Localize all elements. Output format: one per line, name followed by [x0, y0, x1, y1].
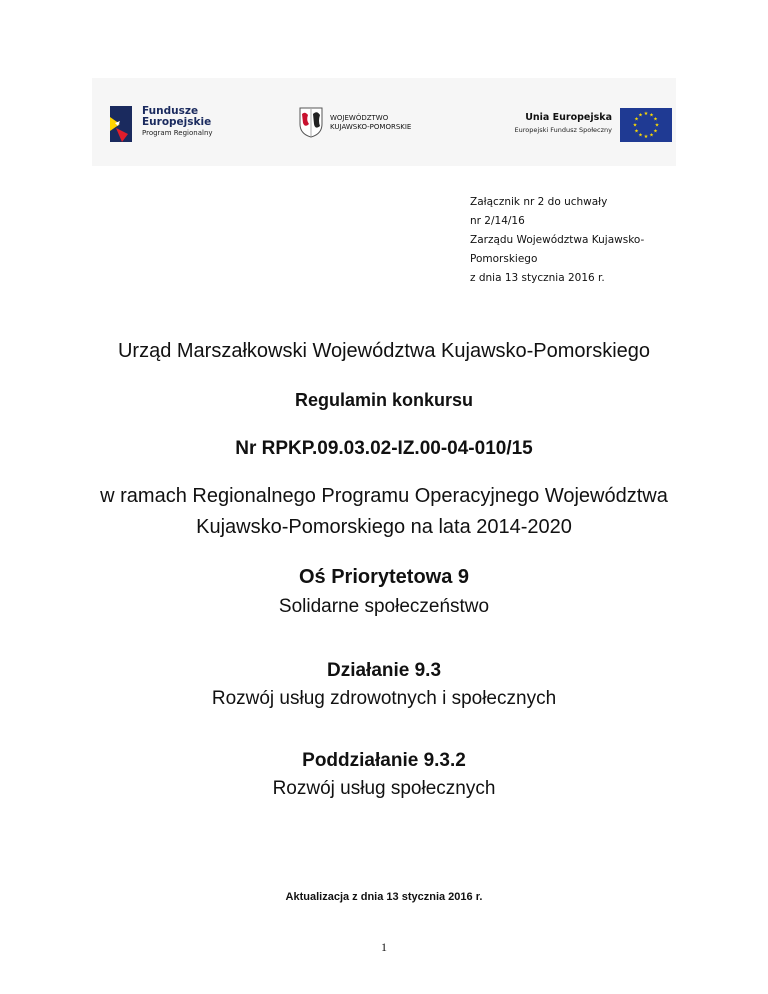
page-number: 1	[381, 940, 387, 954]
svg-text:★: ★	[653, 116, 658, 123]
wojewodztwo-line2: KUJAWSKO-POMORSKIE	[330, 123, 412, 132]
wojewodztwo-logo	[298, 106, 448, 142]
competition-number: Nr RPKP.09.03.02-IZ.00-04-010/15	[235, 438, 533, 459]
fundusze-line2: Europejskie	[142, 116, 212, 129]
annex-line: Pomorskiego	[470, 253, 538, 265]
svg-text:★: ★	[632, 122, 638, 129]
framework-text	[0, 481, 768, 543]
regulation-title: Regulamin konkursu	[294, 390, 474, 410]
annex-line: Zarządu Województwa Kujawsko-	[470, 234, 645, 246]
svg-text:★: ★	[643, 134, 649, 140]
framework-line2: Kujawsko-Pomorskiego na lata 2014-2020	[196, 516, 572, 538]
svg-text:★: ★	[634, 116, 639, 123]
svg-text:★: ★	[643, 111, 649, 117]
fundusze-sub: Program Regionalny	[142, 129, 213, 138]
coat-of-arms-icon	[298, 106, 324, 138]
ue-title: Unia Europejska	[525, 112, 612, 123]
subaction-subtitle: Rozwój usług społecznych	[272, 778, 496, 799]
fundusze-europejskie-logo	[106, 104, 236, 144]
office-title: Urząd Marszałkowski Województwa Kujawsko-Pomorskiego	[117, 340, 651, 362]
ue-sub: Europejski Fundusz Społeczny	[514, 126, 612, 134]
annex-block	[470, 193, 690, 288]
svg-text:★: ★	[638, 132, 643, 139]
axis-heading: Oś Priorytetowa 9	[298, 566, 470, 588]
unia-europejska-logo	[484, 108, 664, 144]
wojewodztwo-line1: WOJEWÓDZTWO	[330, 114, 389, 122]
annex-line: Załącznik nr 2 do uchwały	[470, 196, 608, 208]
svg-text:★: ★	[654, 122, 660, 129]
logo-bar	[92, 78, 676, 166]
eu-flag-icon	[620, 108, 672, 142]
annex-line: nr 2/14/16	[470, 215, 525, 227]
svg-text:★: ★	[653, 128, 658, 135]
fundusze-line1: Fundusze	[142, 105, 199, 117]
annex-line: z dnia 13 stycznia 2016 r.	[470, 272, 605, 284]
subaction-heading: Poddziałanie 9.3.2	[302, 750, 466, 771]
action-subtitle: Rozwój usług zdrowotnych i społecznych	[211, 688, 557, 709]
svg-text:★: ★	[638, 112, 643, 119]
update-note: Aktualizacja z dnia 13 stycznia 2016 r.	[285, 891, 483, 903]
svg-text:★: ★	[634, 128, 639, 135]
axis-subtitle: Solidarne społeczeństwo	[278, 596, 490, 617]
svg-text:★: ★	[649, 112, 654, 119]
fundusze-europejskie-icon	[106, 104, 138, 144]
framework-line1: w ramach Regionalnego Programu Operacyjnego Województwa	[100, 485, 668, 507]
svg-text:★: ★	[649, 132, 654, 139]
action-heading: Działanie 9.3	[326, 660, 442, 681]
